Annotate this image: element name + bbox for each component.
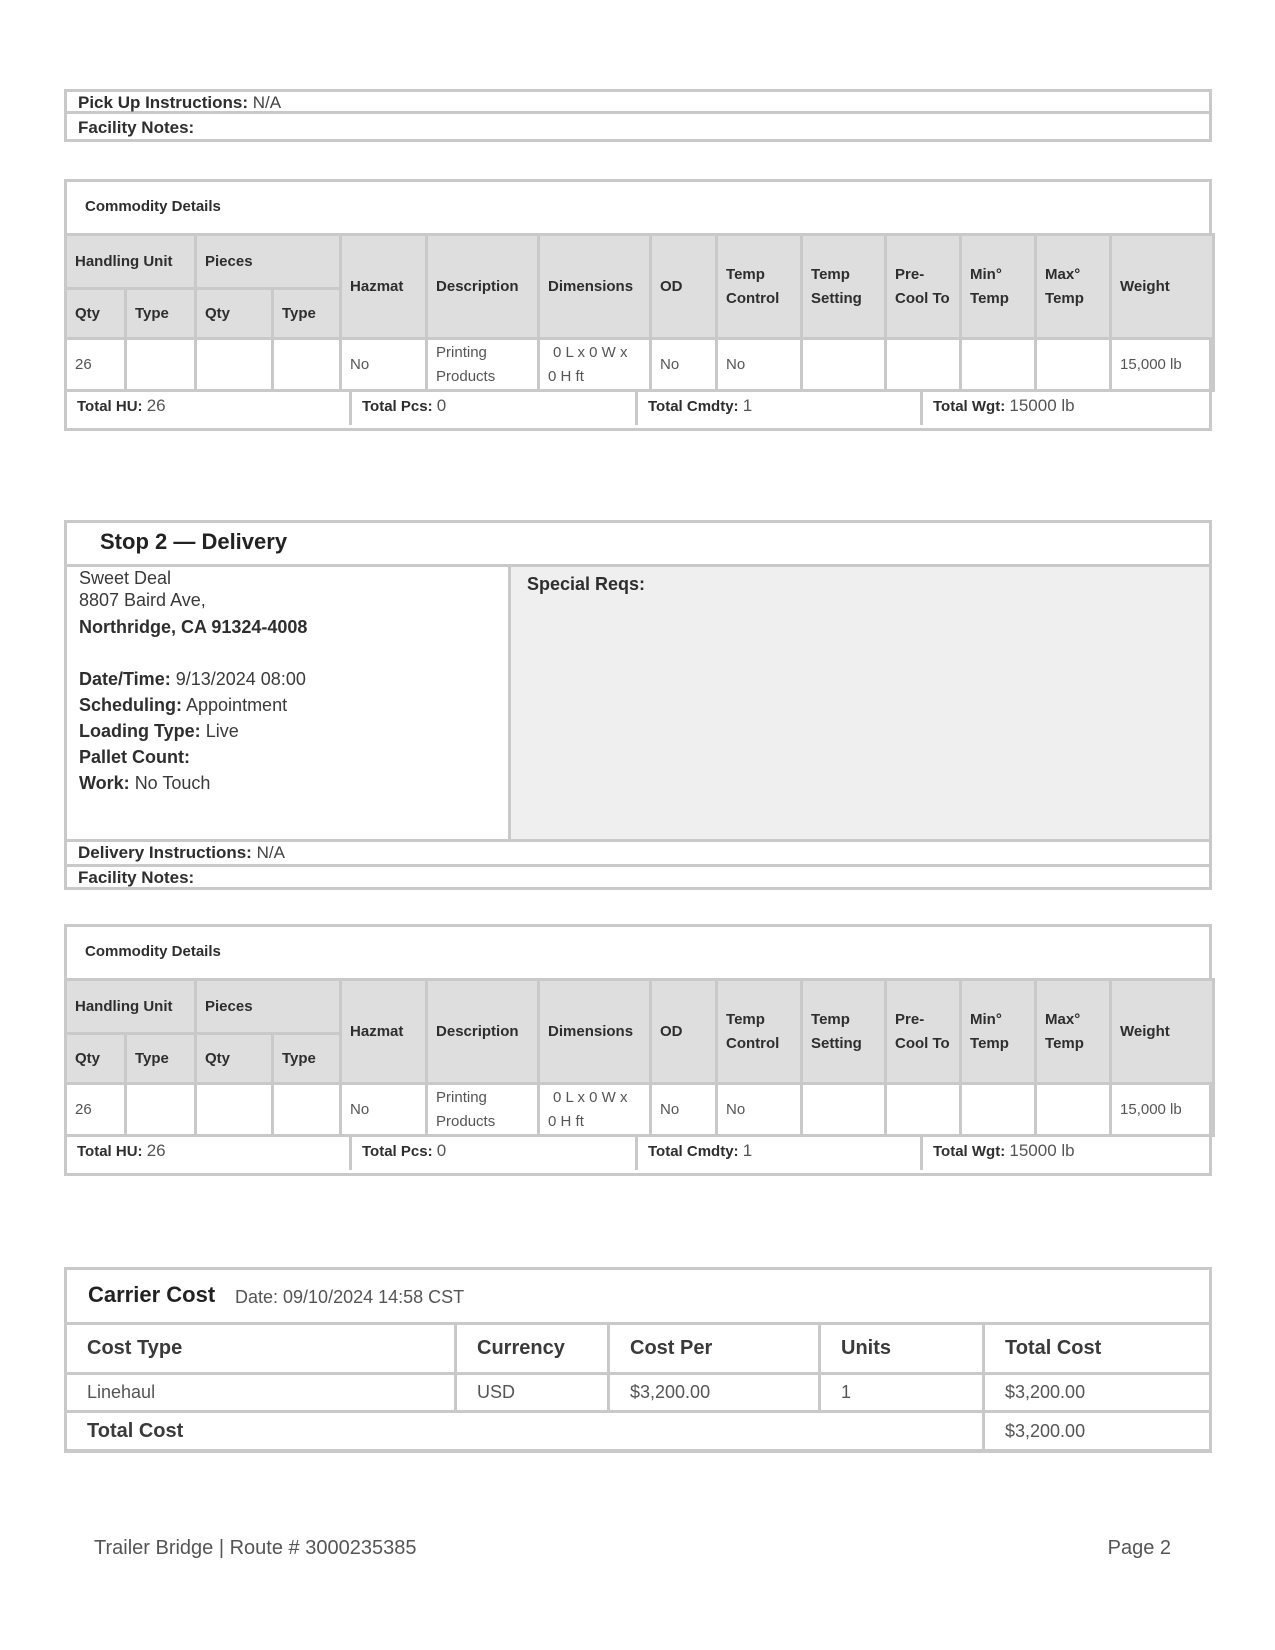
cell-hu-type [126, 1084, 196, 1136]
total-cmdty-label: Total Cmdty: [648, 398, 739, 415]
cost-header-row [66, 1324, 1211, 1374]
header-pcs-qty: Qty [196, 1034, 273, 1084]
header-temp-setting: Temp Setting [802, 980, 886, 1084]
cell-hu-qty: 26 [66, 1084, 126, 1136]
dim-line1: 0 L x 0 W x [553, 1088, 628, 1106]
header-od: OD [651, 235, 717, 339]
carrier-cost-header [67, 1270, 1209, 1322]
cell-weight: 15,000 lb [1111, 1084, 1214, 1136]
cell-pcs-qty [196, 1084, 273, 1136]
total-wgt-label: Total Wgt: [933, 1143, 1006, 1160]
cell-hazmat: No [341, 1084, 427, 1136]
cell-dimensions [539, 1084, 651, 1136]
dim-line1: 0 L x 0 W x [553, 343, 628, 361]
cell-od: No [651, 339, 717, 391]
address-line1: 8807 Baird Ave, [79, 590, 206, 610]
total-hu-value: 26 [146, 396, 166, 415]
total-pcs-label: Total Pcs: [362, 398, 433, 415]
facility-notes-row [67, 117, 1209, 139]
stop2-delivery-box [64, 520, 1212, 890]
cell-hu-qty: 26 [66, 339, 126, 391]
stop2-address-panel [67, 567, 520, 839]
footer-route: Trailer Bridge | Route # 3000235385 [94, 1537, 417, 1559]
stop1-instructions-box [64, 89, 1212, 142]
header-description: Description [427, 235, 539, 339]
cost-header-type: Cost Type [66, 1324, 456, 1374]
cell-pre-cool [886, 339, 961, 391]
header-weight: Weight [1111, 980, 1214, 1084]
header-dimensions: Dimensions [539, 235, 651, 339]
cell-temp-setting [802, 339, 886, 391]
cell-temp-control: No [717, 1084, 802, 1136]
cost-cell-cost-per: $3,200.00 [609, 1374, 820, 1412]
cell-hazmat: No [341, 339, 427, 391]
cell-pcs-type [273, 339, 341, 391]
cell-max-temp [1036, 1084, 1111, 1136]
total-cmdty-value: 1 [742, 1141, 753, 1160]
header-handling-unit: Handling Unit [66, 235, 196, 289]
header-pieces: Pieces [196, 980, 341, 1034]
cell-pcs-type [273, 1084, 341, 1136]
cell-temp-setting [802, 1084, 886, 1136]
cell-pcs-qty [196, 339, 273, 391]
carrier-cost-title: Carrier Cost [88, 1282, 216, 1307]
commodity-details-1 [64, 179, 1212, 431]
datetime-label: Date/Time: [79, 669, 171, 689]
cost-header-currency: Currency [456, 1324, 609, 1374]
header-hu-type: Type [126, 289, 196, 339]
header-pieces: Pieces [196, 235, 341, 289]
cost-cell-type: Linehaul [66, 1374, 456, 1412]
commodity-table [64, 978, 1215, 1137]
total-hu-label: Total HU: [77, 398, 143, 415]
cost-total-row [66, 1412, 1211, 1452]
cost-total-label: Total Cost [66, 1412, 984, 1452]
scheduling-value: Appointment [186, 695, 288, 715]
pickup-instructions-row [67, 92, 1209, 114]
stop2-title: Stop 2 — Delivery [100, 529, 288, 554]
header-hazmat: Hazmat [341, 980, 427, 1084]
header-handling-unit: Handling Unit [66, 980, 196, 1034]
total-cmdty-value: 1 [742, 396, 753, 415]
header-pcs-type: Type [273, 289, 341, 339]
total-wgt-label: Total Wgt: [933, 398, 1006, 415]
cell-description: Printing Products [427, 1084, 539, 1136]
cell-min-temp [961, 339, 1036, 391]
cell-od: No [651, 1084, 717, 1136]
carrier-cost-date: Date: 09/10/2024 14:58 CST [235, 1287, 465, 1307]
table-row [66, 1084, 1214, 1136]
commodity-title: Commodity Details [67, 182, 1209, 236]
special-reqs-label: Special Reqs: [527, 574, 646, 594]
total-hu-label: Total HU: [77, 1143, 143, 1160]
table-row [66, 339, 1214, 391]
commodity-title: Commodity Details [67, 927, 1209, 981]
cell-min-temp [961, 1084, 1036, 1136]
loading-type-value: Live [205, 721, 239, 741]
cost-cell-currency: USD [456, 1374, 609, 1412]
stop2-facility-notes-label: Facility Notes: [78, 868, 195, 887]
pickup-instructions-value: N/A [252, 93, 282, 112]
header-temp-setting: Temp Setting [802, 235, 886, 339]
cell-description: Printing Products [427, 339, 539, 391]
header-min-temp: Min° Temp [961, 235, 1036, 339]
header-od: OD [651, 980, 717, 1084]
total-wgt-value: 15000 lb [1009, 396, 1075, 415]
header-temp-control: Temp Control [717, 235, 802, 339]
commodity-totals [67, 1137, 1209, 1170]
cost-header-cost-per: Cost Per [609, 1324, 820, 1374]
work-label: Work: [79, 773, 130, 793]
header-weight: Weight [1111, 235, 1214, 339]
header-hazmat: Hazmat [341, 235, 427, 339]
commodity-totals [67, 392, 1209, 425]
pickup-instructions-label: Pick Up Instructions: [78, 93, 249, 112]
total-hu-value: 26 [146, 1141, 166, 1160]
total-pcs-value: 0 [436, 396, 447, 415]
dim-line2: 0 H ft [548, 1112, 584, 1130]
dim-line2: 0 H ft [548, 367, 584, 385]
work-value: No Touch [134, 773, 211, 793]
delivery-instructions-row [67, 842, 1209, 864]
facility-notes-label: Facility Notes: [78, 118, 195, 137]
carrier-cost-table [64, 1322, 1212, 1453]
cell-max-temp [1036, 339, 1111, 391]
header-description: Description [427, 980, 539, 1084]
header-max-temp: Max° Temp [1036, 980, 1111, 1084]
city-state-zip: Northridge, CA 91324-4008 [79, 617, 308, 637]
stop2-facility-notes-row [67, 867, 1209, 889]
header-pre-cool: Pre-Cool To [886, 235, 961, 339]
company-name: Sweet Deal [79, 568, 172, 588]
special-reqs-panel [508, 567, 1209, 839]
header-pcs-qty: Qty [196, 289, 273, 339]
total-cmdty-label: Total Cmdty: [648, 1143, 739, 1160]
header-temp-control: Temp Control [717, 980, 802, 1084]
commodity-details-2 [64, 924, 1212, 1176]
carrier-cost-box [64, 1267, 1212, 1452]
cell-pre-cool [886, 1084, 961, 1136]
delivery-instructions-value: N/A [256, 843, 285, 862]
loading-type-label: Loading Type: [79, 721, 201, 741]
datetime-value: 9/13/2024 08:00 [175, 669, 306, 689]
cost-header-units: Units [820, 1324, 984, 1374]
header-hu-type: Type [126, 1034, 196, 1084]
cost-cell-total: $3,200.00 [984, 1374, 1211, 1412]
total-pcs-label: Total Pcs: [362, 1143, 433, 1160]
header-max-temp: Max° Temp [1036, 235, 1111, 339]
cell-temp-control: No [717, 339, 802, 391]
cost-total-value: $3,200.00 [984, 1412, 1211, 1452]
footer-page-number: Page 2 [1107, 1537, 1171, 1559]
cost-cell-units: 1 [820, 1374, 984, 1412]
total-wgt-value: 15000 lb [1009, 1141, 1075, 1160]
header-dimensions: Dimensions [539, 980, 651, 1084]
pallet-count-label: Pallet Count: [79, 747, 190, 767]
cost-header-total: Total Cost [984, 1324, 1211, 1374]
total-pcs-value: 0 [436, 1141, 447, 1160]
scheduling-label: Scheduling: [79, 695, 182, 715]
commodity-table [64, 233, 1215, 392]
header-hu-qty: Qty [66, 1034, 126, 1084]
cell-hu-type [126, 339, 196, 391]
cell-dimensions [539, 339, 651, 391]
header-pcs-type: Type [273, 1034, 341, 1084]
table-row [66, 1374, 1211, 1412]
cell-weight: 15,000 lb [1111, 339, 1214, 391]
header-hu-qty: Qty [66, 289, 126, 339]
header-pre-cool: Pre-Cool To [886, 980, 961, 1084]
header-min-temp: Min° Temp [961, 980, 1036, 1084]
delivery-instructions-label: Delivery Instructions: [78, 843, 252, 862]
